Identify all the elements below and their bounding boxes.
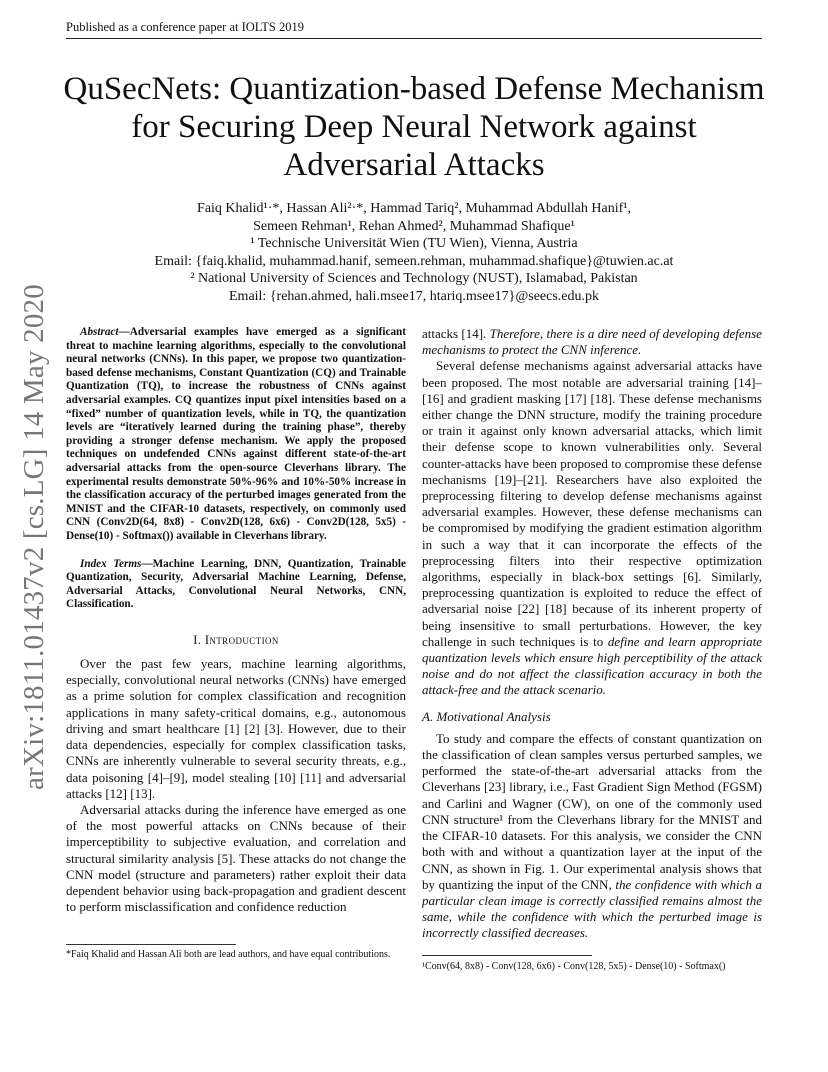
right-paragraph-2	[422, 358, 762, 698]
abstract-text: —Adversarial examples have emerged as a significant threat to machine learning algorithms, especially to the convolutional neural networks (CNNs). In this paper, we propose two quantization-based defense mechanisms, Constant Quantization (CQ) and Trainable Quantization (TQ), to increase the robustness of CNNs against adversarial examples. CQ quantizes input pixel intensities based on a “fixed” number of quantization levels, while in TQ, the quantization levels are “iteratively learned during the training phase”, thereby providing a stronger defense mechanism. We apply the proposed techniques on undefended CNNs against different state-of-the-art adversarial attacks from the open-source Cleverhans library. The experimental results demonstrate 50%-96% and 10%-50% increase in the classification accuracy of the perturbed images generated from the MNIST and the CIFAR-10 datasets, respectively, on commonly used CNN (Conv2D(64, 8x8) - Conv2D(128, 6x6) - Conv2D(128, 5x5) - Dense(10) - Softmax()) available in Cleverhans library.	[66, 326, 406, 542]
section-heading-introduction: I. Introduction	[193, 632, 279, 647]
affiliation-1: ¹ Technische Universität Wien (TU Wien), Vienna, Austria	[250, 236, 578, 251]
index-terms	[66, 558, 406, 612]
abstract	[66, 326, 406, 544]
right-paragraph-3-emphasis: the confidence with which a particular clean image is correctly classified remains almost the same, while the confidence with which the perturbed image is incorrectly classified decreases.	[422, 876, 762, 941]
footnote-cnn-structure: ¹Conv(64, 8x8) - Conv(128, 6x6) - Conv(128, 5x5) - Dense(10) - Softmax()	[422, 961, 726, 972]
index-terms-text: —Machine Learning, DNN, Quantization, Trainable Quantization, Security, Adversarial Machine Learning, Defense, Adversarial Attacks, Convolutional Neural Networks, CNN, Classification.	[66, 557, 406, 611]
authors-line-2: Semeen Rehman¹, Rehan Ahmed², Muhammad Shafique¹	[253, 218, 575, 234]
abstract-lead: Abstract	[80, 326, 119, 338]
right-column	[422, 326, 762, 942]
right-paragraph-2-text: Several defense mechanisms against adversarial attacks have been proposed. The most notable are adversarial training [14]–[16] and gradient masking [17] [18]. These defense mechanisms either change the DNN structure, modify the training procedure or train it against only known adversarial attacks, which limit their defense scope to known vulnerabilities only. Several counter-attacks have been proposed to compromise these defense mechanisms [19]–[21]. Researchers have also exploited the preprocessing filtering to develop defense mechanisms against adversarial examples. However, these defense mechanisms can be compromised by modifying the gradient estimation algorithm in such a way that it can incorporate the effects of the preprocessing filters into their respective optimization algorithms, especially in black-box settings [6]. Similarly, preprocessing quantization is exploited to reduce the effect of adversarial noise [22] [18] because of its inherent property of being insensitive to small perturbations. However, the key challenge in such techniques is to	[422, 358, 762, 649]
footnote-rule-right	[422, 955, 592, 956]
intro-paragraph-2: Adversarial attacks during the inference have emerged as one of the most powerful attacks on CNNs because of their imperceptibility to subjective evaluation, and correlation and structural similarity analysis [5]. These attacks do not change the CNN model (structure and parameters) rather exploit their data dependent behavior using back-propagation and gradient descent to perform misclassification and confidence reduction	[66, 801, 406, 915]
right-paragraph-1-emphasis: Therefore, there is a dire need of developing defense mechanisms to protect the CNN inference.	[422, 326, 762, 358]
header-rule	[66, 38, 762, 39]
title-line-2: for Securing Deep Neural Network against	[131, 109, 697, 145]
right-paragraph-3-text: To study and compare the effects of constant quantization on the classification of clean samples versus perturbed samples, we performed the state-of-the-art adversarial attacks from the Cleverhans [23] library, i.e., Fast Gradient Sign Method (FGSM) and Carlini and Wagner (CW), on one of the commonly used CNN structure¹ from the Cleverhans library for the MNIST and the CIFAR-10 datasets. For this analysis, we consider the CNN both with and without a quantization layer at the input of the CNN, as shown in Fig. 1. Our experimental analysis shows that by quantizing the input of the CNN,	[422, 730, 762, 892]
right-paragraph-2-emphasis: define and learn appropriate quantization levels which ensure high perceptibility of the attack noise and do not affect the classification accuracy in both the attack-free and the attack scenario.	[422, 633, 762, 698]
authors-line-1: Faiq Khalid¹·*, Hassan Ali²·*, Hammad Tariq², Muhammad Abdullah Hanif¹,	[197, 201, 631, 216]
right-paragraph-3	[422, 731, 762, 942]
email-2: Email: {rehan.ahmed, hali.msee17, htariq.msee17}@seecs.edu.pk	[229, 288, 599, 304]
arxiv-sidebar-stamp: arXiv:1811.01437v2 [cs.LG] 14 May 2020	[18, 284, 50, 790]
email-1: Email: {faiq.khalid, muhammad.hanif, semeen.rehman, muhammad.shafique}@tuwien.ac.at	[154, 253, 674, 269]
right-paragraph-1-text: attacks [14].	[422, 326, 490, 341]
index-terms-lead: Index Terms	[80, 557, 142, 570]
title-line-1: QuSecNets: Quantization-based Defense Mechanism	[63, 71, 765, 107]
subsection-heading-motivational-analysis: A. Motivational Analysis	[422, 708, 551, 724]
affiliation-2: ² National University of Sciences and Technology (NUST), Islamabad, Pakistan	[190, 271, 638, 286]
running-header: Published as a conference paper at IOLTS 2019	[66, 20, 305, 34]
intro-paragraph-1: Over the past few years, machine learning algorithms, especially, convolutional neural networks (CNNs) have emerged as a prime solution for complex classification and recognition applications in many safety-critical domains, e.g., autonomous driving and smart healthcare [1] [2] [3]. However, due to their data dependencies, especially for complex classification tasks, CNNs are inherently vulnerable to several security threats, e.g., data poisoning [4]–[9], model stealing [10] [11] and adversarial attacks [12] [13].	[66, 656, 406, 801]
title-line-3: Adversarial Attacks	[283, 147, 545, 183]
right-paragraph-1	[422, 326, 762, 358]
paper-title	[30, 70, 798, 184]
author-block	[66, 200, 762, 305]
footnote-lead-authors: *Faiq Khalid and Hassan Ali both are lead authors, and have equal contributions.	[66, 949, 391, 960]
footnote-rule-left	[66, 944, 236, 945]
left-column	[66, 326, 406, 915]
